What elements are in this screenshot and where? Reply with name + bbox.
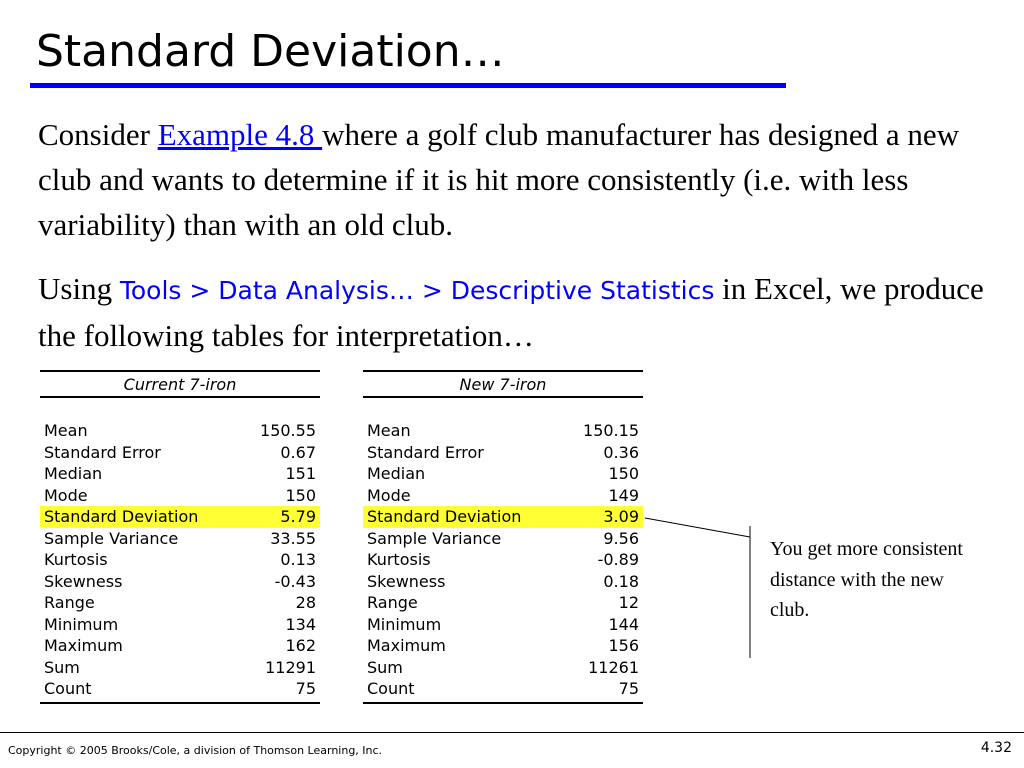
stat-label: Mode [367,485,411,505]
stat-value: 151 [285,464,316,483]
stat-label: Range [367,593,418,612]
stat-value: 150 [608,464,639,483]
footer-divider [0,732,1024,733]
stat-label: Count [367,679,415,698]
stat-label: Maximum [367,636,446,655]
stat-value: 150.55 [260,421,316,440]
stat-label: Minimum [44,614,119,634]
stat-value: 0.13 [280,550,316,569]
excel-text-end: in Excel, we produce the following tables for interpretation… [38,271,984,353]
stat-label: Skewness [44,571,123,591]
stat-value: -0.89 [597,550,639,569]
callout-pointer-line [645,518,750,537]
intro-text-start: Consider [38,117,158,152]
stat-value: 11261 [588,657,639,677]
stat-value: 134 [285,614,316,634]
stat-value: 75 [618,679,639,698]
stat-label: Mode [44,485,88,505]
stat-label: Skewness [367,571,446,591]
stat-value: 0.36 [603,442,639,462]
stat-value: 33.55 [270,528,316,548]
stat-value: 75 [295,679,316,698]
stat-label: Kurtosis [44,550,108,569]
stat-value: 12 [618,593,639,612]
stat-value: 149 [608,485,639,505]
stat-value: 3.09 [603,507,639,526]
current-iron-header: Current 7-iron [40,370,320,398]
excel-text-start: Using [38,271,120,306]
page-number: 4.32 [980,740,1012,756]
callout-note: You get more consistent distance with the new club. [770,538,963,621]
stat-label: Median [44,464,103,483]
stat-label: Mean [44,421,88,440]
stat-value: 144 [608,614,639,634]
copyright-notice: Copyright © 2005 Brooks/Cole, a division of Thomson Learning, Inc. [8,744,383,757]
stat-label: Standard Deviation [44,507,199,526]
excel-menu-path: Tools > Data Analysis… > Descriptive Statistics [119,276,715,305]
stat-label: Sample Variance [367,528,502,548]
stat-label: Median [367,464,426,483]
stat-value: 150.15 [583,421,639,440]
stat-label: Count [44,679,92,698]
stat-value: 28 [295,593,316,612]
stat-label: Standard Error [44,442,161,462]
new-iron-header: New 7-iron [363,370,643,398]
stat-label: Standard Deviation [367,507,522,526]
stat-value: -0.43 [274,571,316,591]
intro-text-end: where a golf club manufacturer has designed a new club and wants to determine if it is hit more consistently (i.e. with less variability) than with an old club. [38,117,960,242]
stat-value: 156 [608,636,639,655]
stat-value: 0.18 [603,571,639,591]
stat-label: Standard Error [367,442,484,462]
stat-value: 11291 [265,657,316,677]
stat-value: 150 [285,485,316,505]
stat-label: Minimum [367,614,442,634]
stat-label: Kurtosis [367,550,431,569]
stat-value: 5.79 [280,507,316,526]
stat-value: 0.67 [280,442,316,462]
stat-label: Sum [367,657,403,677]
stat-value: 162 [285,636,316,655]
stat-label: Mean [367,421,411,440]
stat-label: Sum [44,657,80,677]
example-link[interactable]: Example 4.8 [157,117,323,152]
stat-label: Sample Variance [44,528,179,548]
stat-value: 9.56 [603,528,639,548]
slide-title: Standard Deviation… [36,26,505,77]
stat-label: Range [44,593,95,612]
stat-label: Maximum [44,636,123,655]
